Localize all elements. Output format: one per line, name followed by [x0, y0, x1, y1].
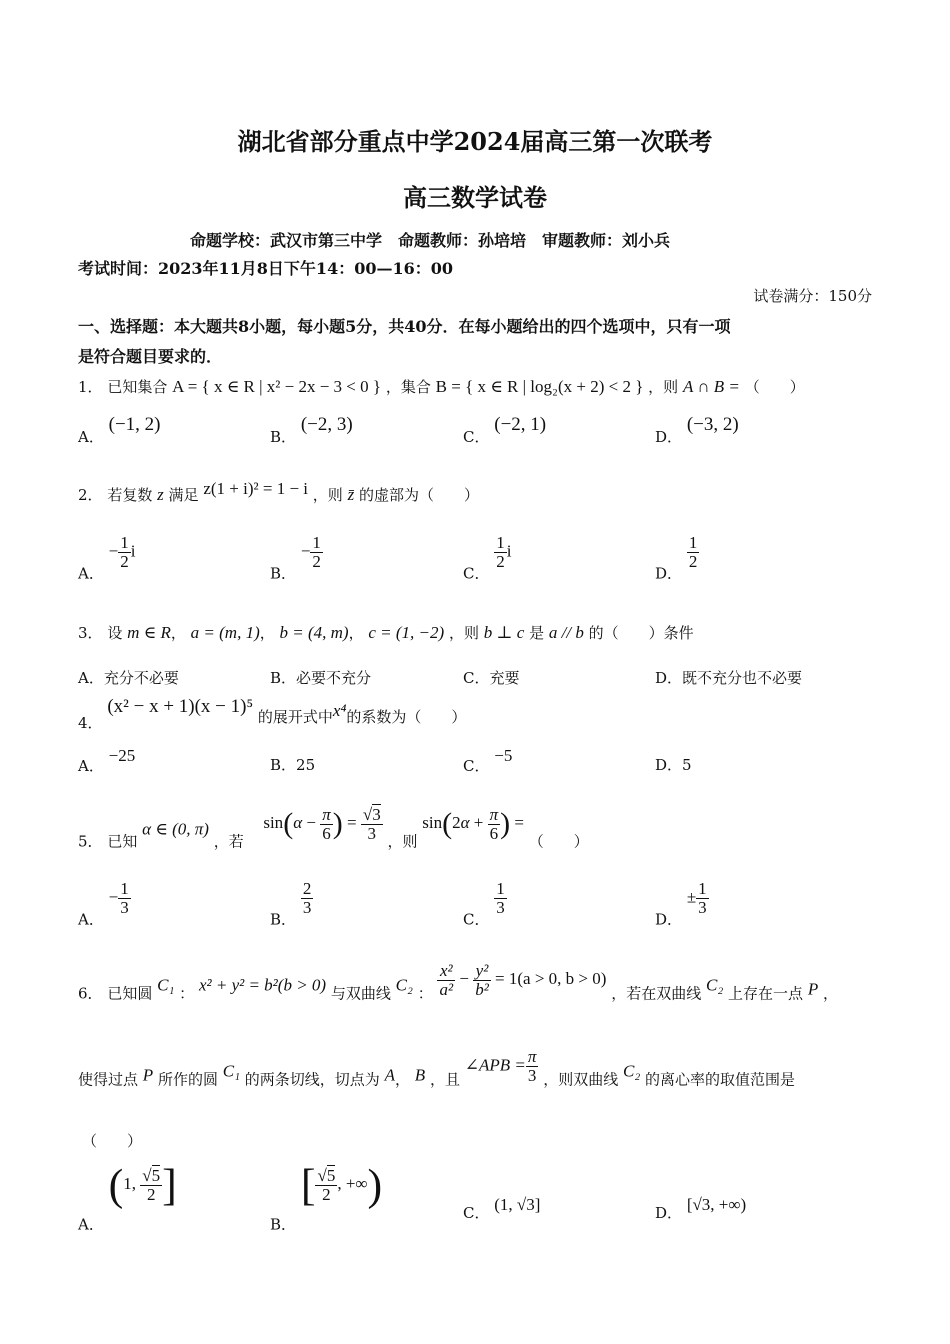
option-label: C．	[463, 564, 490, 583]
question-text: 的系数为（ ）	[346, 708, 467, 726]
intersection-formula: A ∩ B =	[682, 377, 740, 396]
question-text: 的展开式中	[257, 708, 333, 726]
q2-option-b	[270, 534, 323, 583]
q3-option-a	[78, 667, 179, 688]
question-text: ，若	[213, 832, 244, 851]
sign: −	[300, 541, 311, 561]
q3-option-d	[655, 667, 802, 688]
q1-option-d	[655, 414, 739, 448]
question-text: 的离心率的取值范围是	[645, 1070, 796, 1089]
option-label: C．	[463, 428, 490, 446]
q6-option-a	[78, 1160, 177, 1234]
alpha-range: α ∈ (0, π)	[142, 819, 209, 839]
option-label: D．	[655, 756, 683, 774]
numerator: 1	[496, 879, 505, 898]
option-label: C．	[463, 757, 490, 775]
question-6	[78, 962, 838, 1003]
question-text: 所作的圆	[157, 1070, 218, 1089]
perp-condition: b ⊥ c	[483, 623, 525, 642]
option-value: 充分不必要	[103, 669, 179, 687]
option-label: D．	[655, 910, 683, 929]
hyperbola-condition: = 1(a > 0, b > 0)	[495, 969, 607, 989]
numerator: 2	[302, 879, 312, 898]
option-label: C．	[463, 669, 490, 687]
q5-option-c	[463, 880, 507, 929]
option-value: 充要	[489, 669, 520, 687]
question-text: 的（ ）条件	[588, 624, 694, 642]
question-text: ，且	[429, 1070, 460, 1089]
q2-option-a	[78, 534, 135, 583]
option-label: D．	[655, 669, 683, 687]
q2-option-d	[655, 534, 699, 583]
question-text: 设	[107, 624, 123, 642]
answer-blank: （ ）	[744, 378, 805, 396]
numerator: 1	[120, 533, 129, 552]
point-p: P	[807, 979, 819, 999]
question-text: 已知圆	[107, 984, 153, 1003]
sin-target: sin(2α + $\frac{\pi}{6}$ ) =	[422, 805, 525, 843]
option-label: B．	[270, 756, 297, 774]
question-text: ，则	[448, 624, 479, 642]
q6-option-c	[463, 1195, 540, 1223]
question-text: 已知集合	[107, 378, 168, 396]
denominator: 2	[688, 551, 698, 571]
option-value: [ $\frac{√5}{2}$ , +∞)	[300, 1161, 383, 1210]
question-text: ，若在双曲线	[611, 984, 702, 1003]
denominator: 2	[312, 551, 321, 571]
question-text: ：	[179, 984, 195, 1003]
section-heading-cont: 是符合题目要求的．	[78, 347, 223, 366]
q5-option-d	[655, 880, 709, 929]
point-p: P	[142, 1065, 154, 1085]
point-a: A	[384, 1065, 395, 1085]
q6-option-d	[655, 1195, 746, 1223]
option-label: B．	[270, 1215, 297, 1234]
hyperbola-label: C₂	[395, 975, 413, 995]
question-text: ，则	[648, 378, 679, 396]
option-value: 必要不充分	[296, 669, 372, 687]
q4-option-b	[270, 750, 315, 775]
option-label: D．	[655, 564, 683, 583]
numerator: 1	[312, 533, 321, 552]
option-value: (−3, 2)	[686, 414, 739, 435]
question-text: 若复数	[107, 486, 153, 504]
expansion-expression: (x² − x + 1)(x − 1)⁵	[107, 696, 254, 717]
q4-option-c	[463, 746, 513, 776]
q6-option-b	[270, 1160, 382, 1234]
option-value: [√3, +∞)	[686, 1195, 747, 1214]
conjugate-z: z̄	[347, 485, 355, 504]
option-label: B．	[270, 910, 297, 929]
separator: ，	[394, 1070, 410, 1089]
hyperbola-label: C₂	[706, 975, 724, 995]
formula-m: m ∈ R	[127, 623, 171, 642]
q5-option-a	[78, 880, 131, 929]
imag-unit: i	[130, 541, 136, 561]
sin-equation: sin(α − $\frac{\pi}{6}$ ) = $\frac{√3}{3}$	[263, 805, 381, 843]
question-5	[78, 806, 589, 851]
denominator: 3	[120, 897, 129, 917]
term-x4: x⁴	[332, 701, 347, 720]
exam-title: 湖北省部分重点中学2024届高三第一次联考	[237, 127, 713, 156]
equation: z(1 + i)² = 1 − i	[203, 479, 309, 498]
option-value: (1, $\frac{√5}{2}$ ]	[108, 1161, 177, 1210]
question-number: 3．	[78, 624, 103, 642]
q4-option-d	[655, 750, 692, 775]
answer-blank: （ ）	[528, 832, 589, 851]
option-label: A．	[78, 564, 104, 583]
q2-option-c	[463, 534, 512, 583]
option-label: B．	[270, 428, 297, 446]
question-text: 与双曲线	[330, 984, 391, 1003]
question-number: 1．	[78, 378, 103, 396]
question-number: 2．	[78, 486, 103, 504]
option-label: C．	[463, 1204, 490, 1222]
question-text: ：	[417, 984, 433, 1003]
set-a-formula: A = { x ∈ R | x² − 2x − 3 < 0 }	[172, 377, 382, 396]
exam-subtitle: 高三数学试卷	[403, 183, 547, 212]
set-b-formula: B = { x ∈ R | log₂(x + 2) < 2 }	[435, 377, 644, 396]
numerator: 1	[496, 533, 505, 552]
denominator: 2	[496, 551, 505, 571]
question-text: 是	[529, 624, 545, 642]
variable-z: z	[157, 485, 164, 504]
sign: −	[108, 541, 119, 561]
question-text: 的两条切线，切点为	[244, 1070, 380, 1089]
circle-label: C₁	[157, 975, 175, 995]
option-label: B．	[270, 669, 297, 687]
question-text: ，则双曲线	[543, 1070, 619, 1089]
question-6-line2: 使得过点 P 所作的圆 C₁ 的两条切线，切点为 A， B ，且 ∠APB = $\frac{\pi}{3}$ ，则双曲线 C₂ 的离心率的取值范围是	[78, 1047, 796, 1089]
option-value: 既不充分也不必要	[682, 669, 803, 687]
option-label: D．	[655, 428, 683, 446]
option-value: −25	[108, 746, 136, 765]
option-label: A．	[78, 910, 104, 929]
question-text: ，则	[312, 486, 343, 504]
question-number: 5．	[78, 832, 103, 851]
question-1	[78, 376, 805, 397]
option-label: A．	[78, 1215, 104, 1234]
circle-label: C₁	[222, 1061, 241, 1081]
q1-option-a	[78, 414, 161, 448]
answer-blank: （ ）	[82, 1132, 143, 1150]
full-score: 试卷满分：150分	[753, 287, 872, 305]
question-text: ，则	[387, 832, 418, 851]
q3-option-c	[463, 667, 520, 688]
vector-c: c = (1, −2)	[368, 623, 445, 642]
circle-equation: x² + y² = b²(b > 0)	[198, 975, 327, 995]
vector-a: a = (m, 1)	[190, 623, 260, 642]
sign: ±	[686, 887, 697, 907]
option-value: (−2, 3)	[300, 414, 353, 435]
option-label: D．	[655, 1204, 683, 1222]
option-value: −5	[494, 746, 513, 765]
option-label: A．	[78, 428, 104, 446]
numerator: 1	[120, 879, 129, 898]
option-value: (1, √3]	[494, 1195, 541, 1214]
question-4	[78, 696, 466, 733]
numerator: 1	[688, 533, 698, 552]
imag-unit: i	[506, 541, 512, 561]
section-heading: 一、选择题：本大题共8小题，每小题5分，共40分．在每小题给出的四个选项中，只有一项	[78, 317, 731, 336]
question-number: 6．	[78, 984, 103, 1003]
option-label: B．	[270, 564, 297, 583]
question-text: ，	[823, 984, 839, 1003]
q3-option-b	[270, 667, 371, 688]
parallel-condition: a // b	[548, 623, 584, 642]
option-value: (−1, 2)	[108, 414, 161, 435]
denominator: 3	[302, 897, 312, 917]
option-label: C．	[463, 910, 490, 929]
hyperbola-label: C₂	[622, 1061, 641, 1081]
authors-line: 命题学校：武汉市第三中学 命题教师：孙培培 审题教师：刘小兵	[190, 231, 671, 250]
option-value: 25	[296, 756, 316, 774]
question-text: 的虚部为（ ）	[359, 486, 480, 504]
question-number: 4．	[78, 714, 103, 732]
q4-option-a	[78, 746, 136, 776]
option-label: A．	[78, 757, 104, 775]
denominator: 3	[496, 897, 505, 917]
point-b: B	[414, 1065, 426, 1085]
option-label: A．	[78, 669, 104, 687]
question-2	[78, 479, 480, 505]
q5-option-b	[270, 880, 313, 929]
question-text: 上存在一点	[728, 984, 804, 1003]
question-text: 使得过点	[78, 1070, 139, 1089]
option-value: 5	[682, 756, 692, 774]
denominator: 2	[120, 551, 129, 571]
q1-option-b	[270, 414, 353, 448]
denominator: 3	[698, 897, 707, 917]
question-text: 已知	[107, 832, 138, 851]
question-text: 满足	[168, 486, 199, 504]
q1-option-c	[463, 414, 547, 448]
exam-time: 考试时间：2023年11月8日下午14：00—16：00	[78, 259, 453, 278]
question-text: ，集合	[385, 378, 431, 396]
sign: −	[108, 887, 119, 907]
option-value: (−2, 1)	[494, 414, 547, 435]
numerator: 1	[698, 879, 707, 898]
vector-b: b = (4, m)	[279, 623, 349, 642]
hyperbola-equation: $\frac{\text{x²}}{\text{a²}}$ − $\frac{\text{y²}}{\text{b²}}$ = 1(a > 0, b > 0)	[439, 961, 607, 999]
angle-equation: ∠APB =	[464, 1055, 526, 1075]
question-3: 3． 设 m ∈ R， a = (m, 1)， b = (4, m)， c = (1, −2) ，则 b ⊥ c 是 a // b 的（ ）条件	[78, 623, 694, 642]
